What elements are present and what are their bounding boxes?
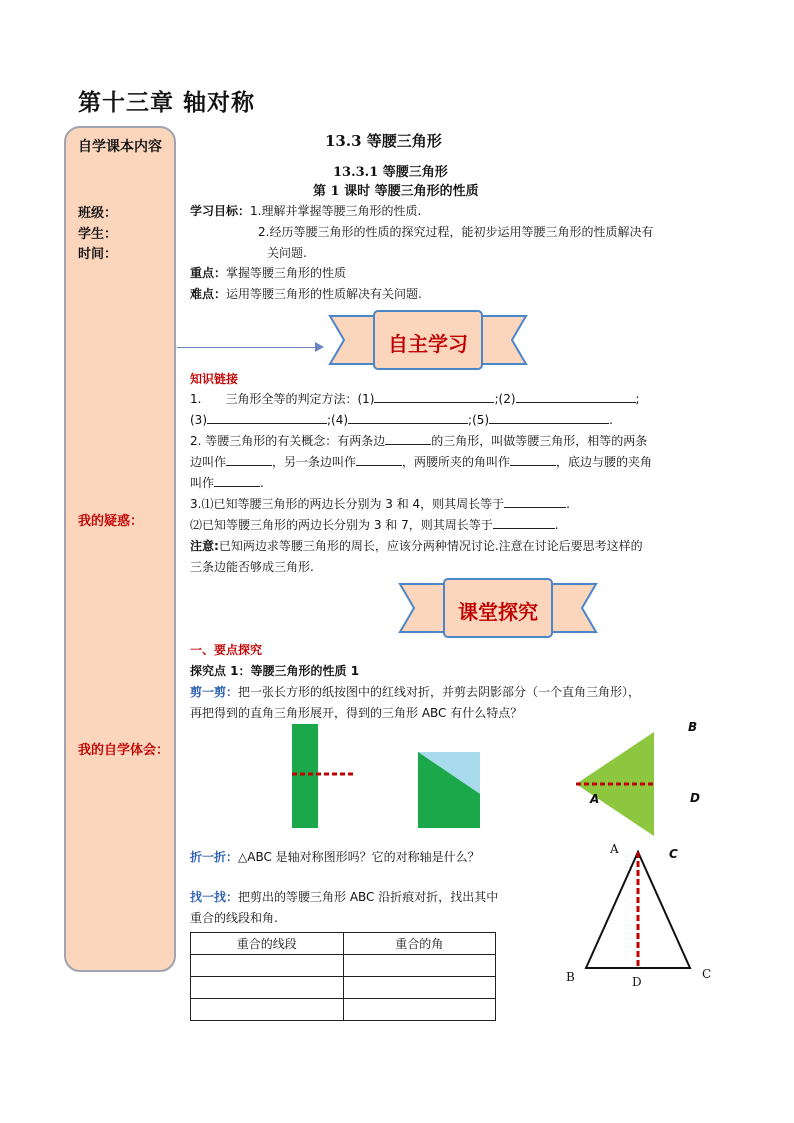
note-line-1 — [190, 537, 643, 555]
tri-label-c: C — [702, 967, 712, 981]
blank[interactable] — [214, 474, 260, 487]
key-point-label: 重点： — [190, 266, 227, 280]
chapter-title: 第十三章 轴对称 — [78, 90, 256, 116]
tri-label-d: D — [632, 975, 642, 989]
q2-g: 叫作 — [190, 476, 215, 490]
blank[interactable] — [489, 411, 609, 424]
green-strip — [292, 724, 318, 828]
table-cell[interactable] — [191, 977, 344, 999]
explore-point-1: 探究点 1：等腰三角形的性质 1 — [190, 664, 360, 678]
cut-line-1 — [190, 683, 640, 701]
explore-heading: 一、要点探究 — [190, 643, 263, 657]
q1-text: 三角形全等的判定方法： — [225, 392, 358, 406]
label-b: B — [688, 720, 698, 734]
table-cell[interactable] — [191, 955, 344, 977]
goals-line-1 — [190, 202, 421, 220]
table-row — [191, 977, 496, 999]
table-header-row — [191, 933, 496, 955]
paper-cutting-figures — [280, 718, 720, 848]
question-1: 1. 三角形全等的判定方法：(1) ;(2) ; — [190, 392, 640, 406]
note-text-1: 已知两边求等腰三角形的周长，应该分两种情况讨论.注意在讨论后要思考这样的 — [218, 539, 643, 553]
blank[interactable] — [493, 516, 555, 529]
question-3a: 3.⑴已知等腰三角形的两边长分别为 3 和 4，则其周长等于 . — [190, 497, 570, 511]
tri-label-b: B — [566, 970, 575, 984]
table-header: 重合的线段 — [191, 933, 344, 955]
note-text-2: 三条边能否够成三角形. — [190, 560, 314, 574]
lesson-title: 第 1 课时 等腰三角形的性质 — [313, 184, 479, 199]
goal-item-2a: 2.经历等腰三角形的性质的探究过程，能初步运用等腰三角形的性质解决有 — [258, 225, 654, 239]
cut-text-1: 把一张长方形的纸按图中的红线对折，并剪去阴影部分（一个直角三角形）， — [238, 685, 641, 699]
question-2c: 叫作 . — [190, 476, 264, 490]
cut-text-2: 再把得到的直角三角形展开，得到的三角形 ABC 有什么特点？ — [190, 706, 523, 720]
banner-self-study — [328, 310, 528, 372]
connector-line — [177, 347, 317, 348]
find-line-1 — [190, 888, 498, 906]
q3-a: 3.⑴已知等腰三角形的两边长分别为 3 和 4，则其周长等于 — [190, 497, 505, 511]
key-point — [190, 264, 346, 282]
doubt-label: 我的疑惑： — [78, 514, 144, 529]
blank[interactable] — [207, 411, 327, 424]
section-title: 13.3 等腰三角形 — [325, 132, 442, 150]
goal-item-1: 1.理解并掌握等腰三角形的性质. — [250, 204, 422, 218]
blank[interactable] — [504, 495, 566, 508]
sidebar-title: 自学课本内容 — [78, 139, 162, 155]
q1-part-1: (1) — [357, 392, 375, 406]
banner-class-explore — [398, 578, 598, 640]
banner-self-study-text: 自主学习 — [388, 332, 468, 356]
fold-text: △ABC 是轴对称图形吗？它的对称轴是什么？ — [238, 850, 480, 864]
class-label: 班级： — [78, 206, 118, 221]
difficulty-label: 难点： — [190, 287, 227, 301]
tri-label-a: A — [610, 842, 619, 856]
q2-f: ，底边与腰的夹角 — [556, 455, 653, 469]
find-text-2: 重合的线段和角. — [190, 911, 278, 925]
question-1-cont: (3) ;(4) ;(5) . — [190, 413, 613, 427]
question-3b: ⑵已知等腰三角形的两边长分别为 3 和 7，则其周长等于 . — [190, 518, 559, 532]
arrow-right-icon — [315, 342, 324, 352]
blank[interactable] — [348, 411, 468, 424]
time-label: 时间： — [78, 247, 118, 262]
table-row — [191, 999, 496, 1021]
fold-line — [190, 848, 480, 866]
difficulty — [190, 285, 422, 303]
blank[interactable] — [226, 453, 272, 466]
table-cell[interactable] — [343, 955, 496, 977]
fold-label: 折一折： — [190, 850, 239, 864]
knowledge-heading: 知识链接 — [190, 372, 239, 386]
table-header: 重合的角 — [343, 933, 496, 955]
label-a: A — [590, 792, 600, 806]
student-label: 学生： — [78, 227, 118, 242]
label-c: C — [669, 847, 678, 861]
table-cell[interactable] — [343, 977, 496, 999]
find-label: 找一找： — [190, 890, 239, 904]
question-2a — [190, 432, 647, 450]
key-point-text: 掌握等腰三角形的性质 — [226, 266, 347, 280]
isosceles-triangle-figure — [570, 840, 710, 980]
banner-class-explore-text: 课堂探究 — [458, 600, 538, 624]
table-cell[interactable] — [343, 999, 496, 1021]
blank[interactable] — [385, 432, 431, 445]
experience-label: 我的自学体会： — [78, 743, 170, 758]
subsection-title: 13.3.1 等腰三角形 — [333, 165, 448, 180]
question-2b — [190, 453, 652, 471]
q1-part-4: (4) — [331, 413, 349, 427]
q2-e: ，两腰所夹的角叫作 — [402, 455, 511, 469]
find-text-1: 把剪出的等腰三角形 ABC 沿折痕对折，找出其中 — [238, 890, 499, 904]
q3-b: ⑵已知等腰三角形的两边长分别为 3 和 7，则其周长等于 — [190, 518, 493, 532]
label-d: D — [690, 791, 700, 805]
q2-a: 2. 等腰三角形的有关概念：有两条边 — [190, 434, 386, 448]
note-label: 注意: — [190, 539, 219, 553]
q2-d: ，另一条边叫作 — [272, 455, 357, 469]
table-cell[interactable] — [191, 999, 344, 1021]
q1-part-3: (3) — [190, 413, 207, 427]
table-row — [191, 955, 496, 977]
cut-label: 剪一剪： — [190, 685, 239, 699]
q1-part-2: (2) — [498, 392, 516, 406]
goals-label: 学习目标： — [190, 204, 251, 218]
overlap-table — [190, 932, 496, 1021]
blank[interactable] — [374, 390, 494, 403]
q1-part-5: (5) — [472, 413, 490, 427]
difficulty-text: 运用等腰三角形的性质解决有关问题. — [226, 287, 422, 301]
q1-num: 1. — [190, 392, 202, 406]
blank[interactable] — [516, 390, 636, 403]
q2-c: 边叫作 — [190, 455, 227, 469]
blank[interactable] — [356, 453, 402, 466]
goal-item-2b: 关问题. — [267, 246, 307, 260]
q2-b: 的三角形，叫做等腰三角形，相等的两条 — [431, 434, 648, 448]
blank[interactable] — [510, 453, 556, 466]
